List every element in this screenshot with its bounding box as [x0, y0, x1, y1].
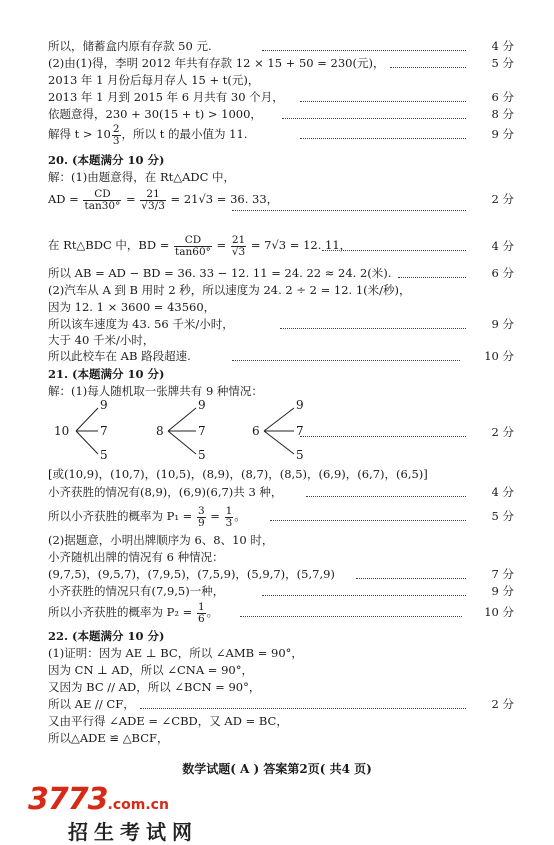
- dot-leader: [270, 520, 466, 521]
- score-mark: 6 分: [491, 266, 514, 280]
- answer-line: 2013 年 1 月到 2015 年 6 月共有 30 个月，: [48, 90, 284, 104]
- fraction: $\frac{3}{9}$: [197, 504, 205, 529]
- tree-diagram: [54, 398, 134, 460]
- answer-line: 所以，储蓄盒内原有存款 50 元.: [48, 39, 212, 53]
- watermark-domain: .com.cn: [107, 797, 169, 813]
- score-mark: 9 分: [491, 127, 514, 141]
- score-mark: 5 分: [491, 56, 514, 70]
- fraction: $\frac{2}{3}$: [112, 122, 120, 147]
- answer-line: 依题意得，230 + 30(15 + t) > 1000，: [48, 107, 262, 121]
- answer-line: 所以该车速度为 43. 56 千米/小时，: [48, 317, 234, 331]
- dot-leader: [390, 67, 466, 68]
- dot-leader: [398, 277, 466, 278]
- answer-line: 在 Rt△BDC 中，BD = $\frac{CD}{\tan 60^\circ}$ = $\frac{21}{√3}$ = 7√3 = 12. 11，: [48, 233, 352, 258]
- answer-line: 所以小齐获胜的概率为 P₂ = $\frac{1}{6}$ 。: [48, 600, 219, 625]
- tree-leaf: 7: [296, 424, 304, 438]
- score-mark: 2 分: [491, 192, 514, 206]
- dot-leader: [240, 616, 462, 617]
- fraction: $\frac{CD}{\tan 60^\circ}$: [175, 233, 211, 258]
- score-mark: 5 分: [491, 509, 514, 523]
- score-mark: 8 分: [491, 107, 514, 121]
- dot-leader: [280, 328, 466, 329]
- score-mark: 9 分: [491, 584, 514, 598]
- answer-line: 解：(1)每人随机取一张牌共有 9 种情况：: [48, 384, 263, 398]
- dot-leader: [300, 138, 466, 139]
- dot-leader: [306, 496, 466, 497]
- tree-leaf: 5: [100, 448, 108, 462]
- tree-diagram: [252, 398, 332, 460]
- answer-line: (1)证明：因为 AE ⊥ BC，所以 ∠AMB = 90°，: [48, 646, 303, 660]
- score-mark: 9 分: [491, 317, 514, 331]
- tree-branches: [252, 398, 332, 460]
- answer-line: 所以 AB = AD − BD = 36. 33 − 12. 11 = 24. 22 ≈ 24. 2(米).: [48, 266, 392, 280]
- fraction: $\frac{CD}{\tan 30^\circ}$: [84, 187, 121, 212]
- dot-leader: [356, 578, 466, 579]
- tree-leaf: 9: [296, 398, 304, 412]
- dot-leader: [262, 595, 466, 596]
- answer-line: 小齐获胜的情况只有(7,9,5)一种，: [48, 584, 225, 598]
- answer-line: 因为 12. 1 × 3600 = 43560，: [48, 300, 216, 314]
- dot-leader: [282, 118, 466, 119]
- tree-leaf: 7: [100, 424, 108, 438]
- score-mark: 4 分: [491, 485, 514, 499]
- answer-line: (2)汽车从 A 到 B 用时 2 秒，所以速度为 24. 2 ÷ 2 = 12. 1(米/秒)，: [48, 283, 411, 297]
- answer-line: 因为 CN ⊥ AD，所以 ∠CNA = 90°，: [48, 663, 253, 677]
- answer-line: (2)据题意，小明出牌顺序为 6、8、10 时，: [48, 533, 274, 547]
- tree-leaf: 9: [198, 398, 206, 412]
- answer-line: 所以△ADE ≌ △BCF，: [48, 731, 169, 745]
- tree-leaf: 9: [100, 398, 108, 412]
- dot-leader: [262, 50, 466, 51]
- answer-line: 所以此校车在 AB 路段超速.: [48, 349, 191, 363]
- answer-line: 2013 年 1 月份后每月存人 15 + t(元)，: [48, 73, 260, 87]
- answer-line: 又由平行得 ∠ADE = ∠CBD，又 AD = BC，: [48, 714, 288, 728]
- tree-root: 6: [252, 424, 260, 438]
- score-mark: 10 分: [484, 605, 514, 619]
- fraction: $\frac{1}{6}$: [197, 600, 205, 625]
- score-mark: 6 分: [491, 90, 514, 104]
- tree-root: 10: [54, 424, 70, 438]
- question-heading: 20. (本题满分 10 分): [48, 153, 165, 167]
- dot-leader: [140, 708, 466, 709]
- dot-leader: [232, 210, 466, 211]
- score-mark: 10 分: [484, 349, 514, 363]
- answer-line: (2)由(1)得，李明 2012 年共有存款 12 × 15 + 50 = 230(元)，: [48, 56, 385, 70]
- answer-line: 解得 t > 10 $\frac{2}{3}$ ，所以 t 的最小值为 11.: [48, 122, 248, 147]
- answer-line: (9,7,5)，(9,5,7)，(7,9,5)，(7,5,9)，(5,9,7)，(5,7,9): [48, 567, 335, 581]
- answer-line: 小齐随机出牌的情况有 6 种情况：: [48, 550, 224, 564]
- answer-line: 小齐获胜的情况有(8,9)，(6,9)(6,7)共 3 种，: [48, 485, 283, 499]
- answer-line: [或(10,9)，(10,7)，(10,5)，(8,9)，(8,7)，(8,5)，(6,9)，(6,7)，(6,5)]: [48, 467, 428, 481]
- answer-line: 又因为 BC // AD，所以 ∠BCN = 90°，: [48, 680, 261, 694]
- dot-leader: [300, 436, 466, 437]
- page-footer: 数学试题( A ) 答案第2页( 共4 页): [182, 762, 372, 776]
- dot-leader: [232, 360, 460, 361]
- answer-line: AD = $\frac{CD}{\tan 30^\circ}$ = $\frac{21}{√3/3}$ = 21√3 = 36. 33，: [48, 187, 279, 212]
- tree-leaf: 7: [198, 424, 206, 438]
- score-mark: 2 分: [491, 697, 514, 711]
- dot-leader: [300, 101, 466, 102]
- tree-leaf: 5: [198, 448, 206, 462]
- score-mark: 7 分: [491, 567, 514, 581]
- score-mark: 2 分: [491, 425, 514, 439]
- dot-leader: [322, 250, 466, 251]
- fraction: $\frac{1}{3}$: [225, 504, 233, 529]
- answer-line: 解：(1)由题意得，在 Rt△ADC 中，: [48, 170, 236, 184]
- question-heading: 22. (本题满分 10 分): [48, 629, 165, 643]
- score-mark: 4 分: [491, 39, 514, 53]
- watermark-tagline: 招生考试网: [68, 820, 198, 844]
- watermark-logo: [28, 782, 198, 844]
- watermark-brand: 3773: [28, 782, 108, 817]
- tree-root: 8: [156, 424, 164, 438]
- answer-line: 所以 AE // CF，: [48, 697, 135, 711]
- fraction: $\frac{21}{√3}$: [231, 233, 246, 258]
- answer-line: 所以小齐获胜的概率为 P₁ = $\frac{3}{9}$ = $\frac{1}{3}$ 。: [48, 504, 246, 529]
- tree-leaf: 5: [296, 448, 304, 462]
- answer-line: 大于 40 千米/小时，: [48, 333, 155, 347]
- question-heading: 21. (本题满分 10 分): [48, 367, 165, 381]
- score-mark: 4 分: [491, 239, 514, 253]
- tree-branches: [156, 398, 236, 460]
- fraction: $\frac{21}{√3/3}$: [141, 187, 165, 212]
- tree-diagram: [156, 398, 236, 460]
